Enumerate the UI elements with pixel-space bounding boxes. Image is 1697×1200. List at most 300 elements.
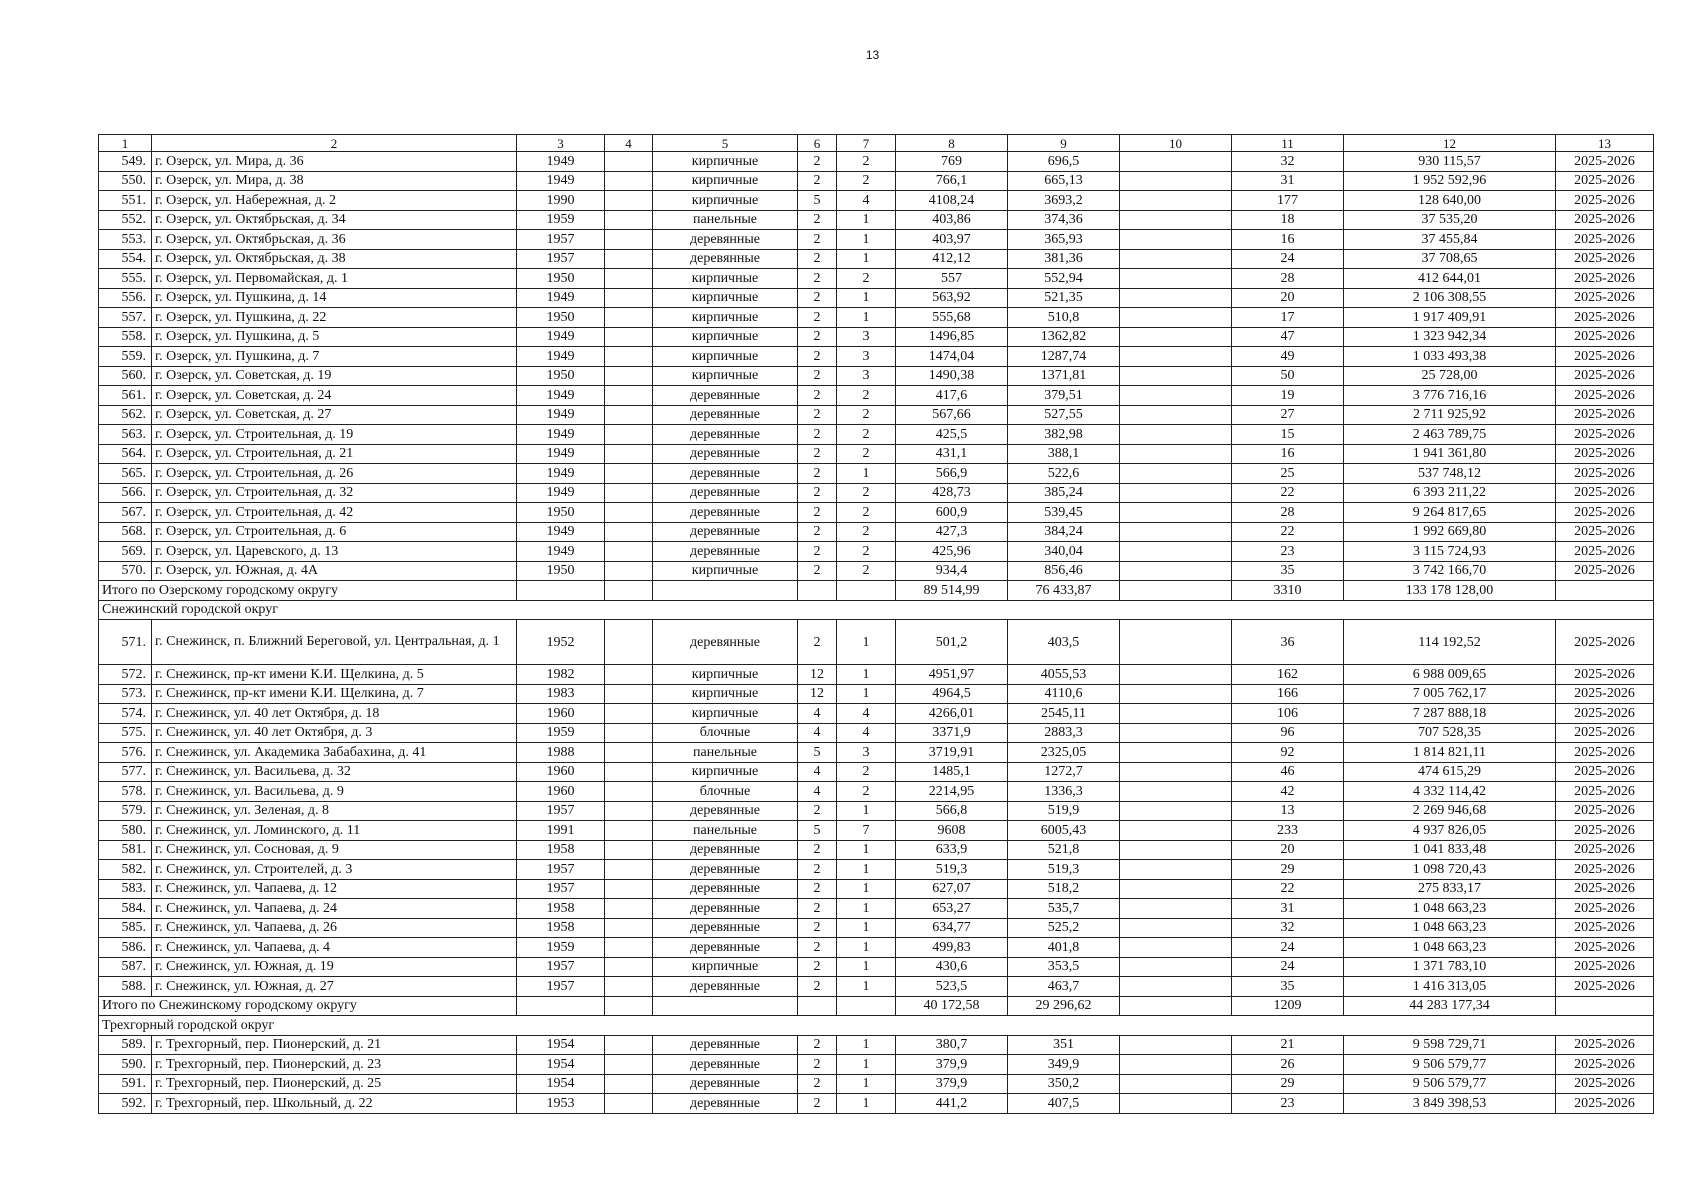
table-cell: 2 [798,860,837,880]
column-header: 11 [1232,135,1344,152]
table-cell: 930 115,57 [1344,152,1556,172]
table-cell: 2 [798,1074,837,1094]
table-cell: 412,12 [896,249,1008,269]
table-cell: 2 [837,762,896,782]
table-cell: кирпичные [653,191,798,211]
table-cell [605,386,653,406]
table-cell: 374,36 [1008,210,1120,230]
row-number: 583. [99,879,152,899]
table-cell: 441,2 [896,1094,1008,1114]
table-cell: 2 [837,542,896,562]
table-cell: 1 [837,879,896,899]
table-cell: 365,93 [1008,230,1120,250]
address-cell: г. Снежинск, ул. Васильева, д. 32 [152,762,517,782]
table-cell [1120,665,1232,685]
table-cell: 2 [798,620,837,665]
table-cell: 1 [837,308,896,328]
table-cell: 2 [837,782,896,802]
table-cell: 2 [798,249,837,269]
address-cell: г. Снежинск, ул. Южная, д. 27 [152,977,517,997]
table-cell: 510,8 [1008,308,1120,328]
table-cell: 2025-2026 [1556,723,1654,743]
table-cell: 1949 [517,288,605,308]
table-cell: 27 [1232,405,1344,425]
table-cell: 29 [1232,860,1344,880]
table-cell: 2025-2026 [1556,704,1654,724]
table-row [99,762,1654,782]
row-number: 550. [99,171,152,191]
table-cell: деревянные [653,938,798,958]
table-row [99,879,1654,899]
table-row [99,801,1654,821]
table-cell [1120,743,1232,763]
table-cell: 2 [798,542,837,562]
table-cell: 2025-2026 [1556,879,1654,899]
table-cell: 1960 [517,762,605,782]
table-row [99,386,1654,406]
table-cell: 16 [1232,444,1344,464]
table-cell: 24 [1232,938,1344,958]
table-cell: 2025-2026 [1556,405,1654,425]
table-cell: кирпичные [653,288,798,308]
table-cell: деревянные [653,860,798,880]
table-cell: 2025-2026 [1556,288,1654,308]
table-cell: 1954 [517,1055,605,1075]
row-number: 573. [99,684,152,704]
table-cell: 76 433,87 [1008,581,1120,601]
table-cell: 2 [798,464,837,484]
table-cell: 2 269 946,68 [1344,801,1556,821]
table-cell [1120,957,1232,977]
table-cell: 627,07 [896,879,1008,899]
table-cell [1556,996,1654,1016]
total-label: Итого по Озерскому городскому округу [99,581,517,601]
table-cell: 9 506 579,77 [1344,1055,1556,1075]
table-cell: 2025-2026 [1556,1094,1654,1114]
table-cell [1120,249,1232,269]
table-cell [605,620,653,665]
row-number: 574. [99,704,152,724]
table-row [99,840,1654,860]
table-cell: 128 640,00 [1344,191,1556,211]
table-cell: 766,1 [896,171,1008,191]
table-cell: 1 041 833,48 [1344,840,1556,860]
address-cell: г. Снежинск, ул. Чапаева, д. 4 [152,938,517,958]
table-cell [1120,230,1232,250]
table-row [99,444,1654,464]
table-row [99,503,1654,523]
table-cell: 2 [798,210,837,230]
table-cell: 521,35 [1008,288,1120,308]
table-cell: 2 [798,386,837,406]
table-cell: 5 [798,743,837,763]
table-cell: 2025-2026 [1556,938,1654,958]
row-number: 589. [99,1035,152,1055]
table-cell: 22 [1232,522,1344,542]
table-row [99,347,1654,367]
table-cell: 275 833,17 [1344,879,1556,899]
table-cell [605,308,653,328]
table-cell: 1 [837,1035,896,1055]
table-cell: 388,1 [1008,444,1120,464]
table-cell [1120,1035,1232,1055]
table-row [99,665,1654,685]
table-cell: 166 [1232,684,1344,704]
table-cell: 340,04 [1008,542,1120,562]
column-header: 3 [517,135,605,152]
row-number: 588. [99,977,152,997]
table-cell [605,762,653,782]
address-cell: г. Снежинск, пр-кт имени К.И. Щелкина, д. 7 [152,684,517,704]
table-cell: 407,5 [1008,1094,1120,1114]
table-cell: 1 [837,918,896,938]
table-cell: 4 937 826,05 [1344,821,1556,841]
address-cell: г. Снежинск, ул. Сосновая, д. 9 [152,840,517,860]
address-cell: г. Озерск, ул. Строительная, д. 19 [152,425,517,445]
table-cell: 1950 [517,269,605,289]
table-cell: 412 644,01 [1344,269,1556,289]
table-cell: 37 455,84 [1344,230,1556,250]
row-number: 578. [99,782,152,802]
table-cell: 3 [837,327,896,347]
table-row [99,210,1654,230]
table-cell: 1 [837,684,896,704]
table-row [99,464,1654,484]
table-cell: 403,86 [896,210,1008,230]
table-cell [517,581,605,601]
table-cell: 1949 [517,522,605,542]
table-cell [605,171,653,191]
address-cell: г. Снежинск, ул. 40 лет Октября, д. 18 [152,704,517,724]
table-cell: 1 [837,210,896,230]
table-cell: 37 708,65 [1344,249,1556,269]
table-cell: деревянные [653,840,798,860]
address-cell: г. Озерск, ул. Советская, д. 27 [152,405,517,425]
table-cell [605,801,653,821]
table-cell: 1957 [517,860,605,880]
table-cell: 3310 [1232,581,1344,601]
table-cell: 1 048 663,23 [1344,899,1556,919]
column-header: 13 [1556,135,1654,152]
table-cell: 1949 [517,542,605,562]
table-cell: 177 [1232,191,1344,211]
table-cell: 12 [798,665,837,685]
table-row [99,723,1654,743]
table-cell: 2025-2026 [1556,918,1654,938]
address-cell: г. Озерск, ул. Строительная, д. 42 [152,503,517,523]
table-cell: 499,83 [896,938,1008,958]
row-number: 591. [99,1074,152,1094]
table-cell [1120,938,1232,958]
table-cell: 36 [1232,620,1344,665]
table-cell: 35 [1232,561,1344,581]
table-cell [605,152,653,172]
table-cell: 2 [798,483,837,503]
table-row [99,1094,1654,1114]
table-cell: 1949 [517,444,605,464]
table-row [99,327,1654,347]
address-cell: г. Озерск, ул. Пушкина, д. 7 [152,347,517,367]
table-cell [605,840,653,860]
table-cell: 47 [1232,327,1344,347]
row-number: 563. [99,425,152,445]
table-cell: 28 [1232,269,1344,289]
table-cell: деревянные [653,1035,798,1055]
table-cell: 3 776 716,16 [1344,386,1556,406]
table-cell: 6005,43 [1008,821,1120,841]
table-cell: 566,9 [896,464,1008,484]
table-cell: 519,3 [1008,860,1120,880]
table-cell: 1983 [517,684,605,704]
address-cell: г. Снежинск, ул. Чапаева, д. 26 [152,918,517,938]
table-cell: 1988 [517,743,605,763]
table-cell: 50 [1232,366,1344,386]
table-cell: 4 [837,723,896,743]
table-cell: 2025-2026 [1556,210,1654,230]
column-header: 7 [837,135,896,152]
table-cell: 1949 [517,386,605,406]
table-cell: 2025-2026 [1556,821,1654,841]
table-cell [1120,444,1232,464]
table-cell: 2 [798,171,837,191]
table-cell: 1953 [517,1094,605,1114]
table-cell: 21 [1232,1035,1344,1055]
table-cell: 32 [1232,918,1344,938]
row-number: 575. [99,723,152,743]
table-cell: 2 [837,405,896,425]
table-cell: 1949 [517,347,605,367]
table-cell: 1 048 663,23 [1344,938,1556,958]
table-cell [605,503,653,523]
table-cell: 403,97 [896,230,1008,250]
table-cell: 2025-2026 [1556,171,1654,191]
table-cell: 2025-2026 [1556,464,1654,484]
table-cell: кирпичные [653,269,798,289]
table-cell: 401,8 [1008,938,1120,958]
table-cell: 1474,04 [896,347,1008,367]
table-cell [1120,879,1232,899]
table-cell [1120,762,1232,782]
table-cell: 1950 [517,366,605,386]
table-cell: 1949 [517,171,605,191]
table-cell: 1957 [517,977,605,997]
table-cell: 1272,7 [1008,762,1120,782]
table-cell: 525,2 [1008,918,1120,938]
table-cell: 7 [837,821,896,841]
row-number: 565. [99,464,152,484]
table-cell: 1952 [517,620,605,665]
table-cell: 4 [837,191,896,211]
table-cell: 2 [798,957,837,977]
table-cell: 2025-2026 [1556,483,1654,503]
table-cell: 1 033 493,38 [1344,347,1556,367]
table-cell: 431,1 [896,444,1008,464]
table-cell: 633,9 [896,840,1008,860]
table-cell: 2 [798,444,837,464]
table-cell [605,581,653,601]
table-row [99,977,1654,997]
table-cell: 4 [837,704,896,724]
table-cell [605,782,653,802]
table-cell [605,288,653,308]
table-row [99,899,1654,919]
table-cell: 3 742 166,70 [1344,561,1556,581]
row-number: 566. [99,483,152,503]
table-cell: 384,24 [1008,522,1120,542]
row-number: 554. [99,249,152,269]
table-cell: деревянные [653,230,798,250]
table-cell: 1 [837,1094,896,1114]
table-cell: 42 [1232,782,1344,802]
table-cell: 4951,97 [896,665,1008,685]
table-cell: 2025-2026 [1556,782,1654,802]
table-cell: 1 917 409,91 [1344,308,1556,328]
table-cell: кирпичные [653,957,798,977]
table-cell: деревянные [653,899,798,919]
table-cell: 1960 [517,704,605,724]
table-cell: 3 115 724,93 [1344,542,1556,562]
table-cell [1120,723,1232,743]
table-cell: 2 711 925,92 [1344,405,1556,425]
table-cell: 29 296,62 [1008,996,1120,1016]
table-cell: 653,27 [896,899,1008,919]
table-cell: 557 [896,269,1008,289]
table-cell: 9 506 579,77 [1344,1074,1556,1094]
table-cell: кирпичные [653,347,798,367]
table-cell: 2025-2026 [1556,1074,1654,1094]
table-cell: 1 [837,1074,896,1094]
table-cell: 4964,5 [896,684,1008,704]
table-cell [605,918,653,938]
table-cell: 2025-2026 [1556,801,1654,821]
table-row [99,821,1654,841]
table-cell: 2 [798,522,837,542]
address-cell: г. Снежинск, ул. Ломинского, д. 11 [152,821,517,841]
table-cell [1120,581,1232,601]
district-total-row [99,996,1654,1016]
row-number: 571. [99,620,152,665]
address-cell: г. Снежинск, ул. Васильева, д. 9 [152,782,517,802]
table-cell: 2 [798,801,837,821]
table-cell [605,191,653,211]
row-number: 558. [99,327,152,347]
table-cell [1120,821,1232,841]
table-cell: 32 [1232,152,1344,172]
table-cell: 523,5 [896,977,1008,997]
row-number: 568. [99,522,152,542]
table-row [99,620,1654,665]
table-cell: деревянные [653,879,798,899]
table-cell: 2 [798,269,837,289]
table-cell: 1949 [517,405,605,425]
table-cell [605,1094,653,1114]
table-cell: 22 [1232,879,1344,899]
table-cell: 23 [1232,542,1344,562]
address-cell: г. Озерск, ул. Пушкина, д. 14 [152,288,517,308]
table-cell: 2 [837,522,896,542]
table-cell [1120,522,1232,542]
table-cell: 1957 [517,801,605,821]
table-cell: 20 [1232,288,1344,308]
table-row [99,522,1654,542]
table-cell: 1336,3 [1008,782,1120,802]
table-cell: 351 [1008,1035,1120,1055]
table-cell: 1 [837,230,896,250]
row-number: 582. [99,860,152,880]
column-header: 2 [152,135,517,152]
table-cell [1120,840,1232,860]
table-cell: 2 [798,1035,837,1055]
table-cell: 379,9 [896,1074,1008,1094]
table-cell: 4 [798,782,837,802]
table-cell: 1490,38 [896,366,1008,386]
district-section-row [99,1016,1654,1036]
address-cell: г. Озерск, ул. Царевского, д. 13 [152,542,517,562]
table-cell: 2 [798,308,837,328]
table-cell [605,542,653,562]
table-cell: 1959 [517,210,605,230]
table-cell [1120,704,1232,724]
table-cell: 552,94 [1008,269,1120,289]
table-cell: 381,36 [1008,249,1120,269]
table-cell: 474 615,29 [1344,762,1556,782]
table-cell: 2 [798,879,837,899]
table-cell: 4 [798,762,837,782]
total-label: Итого по Снежинскому городскому округу [99,996,517,1016]
table-cell: 2025-2026 [1556,620,1654,665]
table-cell: 2 [798,230,837,250]
table-cell [605,483,653,503]
table-cell: 2 [837,386,896,406]
table-cell [605,522,653,542]
table-cell: 2214,95 [896,782,1008,802]
table-cell: 4266,01 [896,704,1008,724]
district-total-row [99,581,1654,601]
table-cell [1120,801,1232,821]
table-cell: 427,3 [896,522,1008,542]
row-number: 572. [99,665,152,685]
row-number: 555. [99,269,152,289]
table-cell: 527,55 [1008,405,1120,425]
row-number: 564. [99,444,152,464]
table-cell: 1 098 720,43 [1344,860,1556,880]
table-cell: 2 [798,561,837,581]
table-cell: 1982 [517,665,605,685]
table-cell: блочные [653,782,798,802]
table-row [99,171,1654,191]
table-cell: 2025-2026 [1556,1035,1654,1055]
table-cell: 1949 [517,464,605,484]
table-cell: 2025-2026 [1556,840,1654,860]
table-cell: 519,3 [896,860,1008,880]
table-cell: 2025-2026 [1556,191,1654,211]
table-cell: 4055,53 [1008,665,1120,685]
table-cell: 2 [798,977,837,997]
table-cell: 934,4 [896,561,1008,581]
table-cell: 1 [837,840,896,860]
table-cell: 1950 [517,561,605,581]
table-cell [605,938,653,958]
table-cell: деревянные [653,483,798,503]
table-cell: 2883,3 [1008,723,1120,743]
table-row [99,1035,1654,1055]
address-cell: г. Снежинск, пр-кт имени К.И. Щелкина, д. 5 [152,665,517,685]
address-cell: г. Снежинск, ул. Южная, д. 19 [152,957,517,977]
table-cell: 22 [1232,483,1344,503]
table-cell: 1991 [517,821,605,841]
table-cell: 1 [837,464,896,484]
table-cell: 1959 [517,938,605,958]
